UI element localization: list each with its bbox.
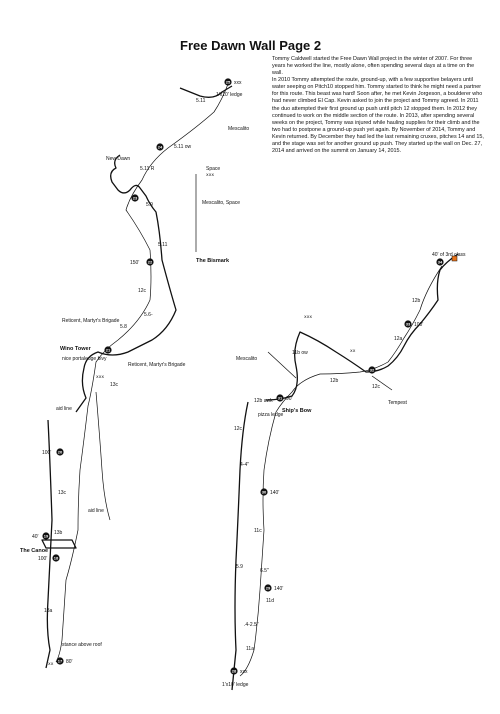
left-wall-canoe (42, 540, 76, 548)
left-feature-reticent-2: Reticent, Martyr's Brigade (128, 362, 186, 368)
left-grade-8: 5.8 (120, 324, 127, 330)
right-bolts-top: xxx (304, 315, 313, 320)
left-belay-17-label: 80' (66, 659, 73, 665)
right-grade-6: 12b awk (254, 398, 273, 404)
left-feature-aid-line-2: aid line (88, 508, 104, 514)
right-belay-29-label: 140' (274, 586, 284, 592)
left-belay-19-label: 40' (32, 534, 39, 540)
right-wall-outline (266, 254, 458, 400)
left-belay-25-num: 25 (225, 79, 231, 85)
right-feature-mescalito: Mescalito (236, 356, 258, 362)
right-belay-32-num: 32 (369, 367, 375, 373)
right-bolts-mid: xx (350, 349, 356, 354)
right-belay-33-num: 33 (405, 321, 411, 327)
right-belay-29-num: 29 (265, 585, 271, 591)
left-belay-19-num: 19 (43, 533, 49, 539)
left-bolts-mid: xxx (96, 375, 105, 380)
story-paragraph-1: Tommy Caldwell started the Free Dawn Wall project in the winter of 2007. For three years he worked the line, mostly alone, often spending several days at a time on the wall. (272, 56, 475, 77)
right-belay-28-label: xxx (240, 669, 248, 675)
right-grade-9: 11c (254, 528, 262, 534)
left-feature-portaledge: nice portaledge bivy (62, 356, 107, 362)
right-belay-31-label: 90' (286, 396, 293, 402)
left-grade-5: 5.11 (158, 242, 168, 248)
left-belay-18-num: 18 (53, 555, 59, 561)
left-grade-7: 5.6- (144, 312, 153, 318)
left-belay-20-label: 100' (42, 450, 52, 456)
right-belay-34-num: 34 (437, 259, 443, 265)
left-grade-12: 13a (44, 608, 53, 614)
left-belay-17-num: 17 (57, 658, 63, 664)
left-wall-outline (76, 155, 176, 412)
right-belay-28-num: 28 (231, 668, 237, 674)
left-belay-22-num: 22 (147, 259, 153, 265)
right-belay-31-num: 31 (277, 395, 283, 401)
left-grade-11: 13b (54, 530, 63, 536)
left-feature-stance: stance above roof (62, 642, 102, 648)
right-feature-tempest: Tempest (388, 400, 407, 406)
left-belay-20-num: 20 (57, 449, 63, 455)
left-feature-bismark: The Bismark (196, 258, 230, 264)
left-belay-21-num: 21 (105, 347, 111, 353)
right-grade-13: .4-2.5" (244, 622, 259, 628)
left-belay-18-label: 100' (38, 556, 48, 562)
left-grade-6: 12c (138, 288, 147, 294)
right-grade-1: 12b (412, 298, 421, 304)
left-feature-canoe: The Canoe (20, 548, 49, 554)
right-grade-14: 11a (246, 646, 254, 652)
left-bolts-bottom: xx (48, 662, 54, 667)
right-grade-3: 11b ow (292, 350, 308, 356)
left-feature-mescalito: Mescalito (228, 126, 250, 132)
left-grade-10: 13c (58, 490, 67, 496)
left-belay-25-label: xxx (234, 80, 242, 86)
left-belay-22-label: 150' (130, 260, 140, 266)
left-grade-4: 5.9 (146, 202, 153, 208)
left-feature-space: Space (206, 166, 221, 172)
left-feature-aid-line-1: aid line (56, 406, 72, 412)
right-route-line (240, 266, 442, 676)
left-feature-mescalito-space: Mescalito, Space (202, 200, 241, 206)
right-belay-30-label: 140' (270, 490, 280, 496)
left-feature-reticent-1: Reticent, Martyr's Brigade (62, 318, 120, 324)
left-belay-24-num: 24 (157, 144, 163, 150)
right-grade-8: 4-4" (240, 462, 250, 468)
left-grade-9: 13c (110, 382, 119, 388)
right-belay-30-num: 30 (261, 489, 267, 495)
right-belay-33-label: 100' (414, 322, 424, 328)
left-feature-wino-tower: Wino Tower (60, 346, 91, 352)
story-paragraph-2: In 2010 Tommy attempted the route, ground-up, with a few supportive belayers until water seeping on Pitch10 stopped him. Tommy started to think he might need a partner for this route. This beast was hard! Soon after, he met Kevin Jorgeson, a boulderer who had never climbed El Cap. Kevin asked to join the project and Tommy agreed. In 2011 the duo attempted their first ground up push until pitch 12 stopped them. In 2012 they continued to work on the middle section of the route. In 2013, after spending several weeks on the project, Tommy was injured while hauling supplies for their climb and the two had to postpone a ground-up push yet again. By November of 2014, Tommy and Kevin returned. By December they had led the last remaining cruxes, pitches 14 and 15, and the stage was set for another ground up push. They started up the wall on Dec. 27, 2014 and arrived on the summit on January 14, 2015. (272, 77, 484, 155)
right-topo (222, 252, 466, 690)
page-title: Free Dawn Wall Page 2 (180, 38, 322, 53)
right-grade-4: 12b (330, 378, 339, 384)
left-grade-1: 5.11 (196, 98, 206, 104)
left-aid-line (96, 392, 110, 520)
right-grade-10: 5.9 (236, 564, 243, 570)
right-grade-12: 11d (266, 598, 274, 604)
left-grade-3: 5.11 R (140, 166, 155, 172)
left-feature-ledge: 1'x10' ledge (216, 92, 243, 98)
right-grade-2: 12a (394, 336, 403, 342)
right-belay-34-label: 40' of 3rd class (432, 252, 466, 258)
right-grade-11: 6.5" (260, 568, 269, 574)
right-feature-ledge: 1'x10' ledge (222, 682, 249, 688)
right-feature-pizza-ledge: pizza ledge (258, 412, 284, 418)
left-feature-new-dawn: New Dawn (106, 156, 131, 162)
left-topo (20, 78, 249, 668)
right-feature-ships-bow: Ship's Bow (282, 408, 312, 414)
left-bolts-space: xxx (206, 173, 215, 178)
right-grade-5: 12c (372, 384, 381, 390)
left-grade-2: 5.11 ow (174, 144, 192, 150)
right-grade-7: 12c (234, 426, 243, 432)
left-belay-23-num: 23 (132, 195, 138, 201)
